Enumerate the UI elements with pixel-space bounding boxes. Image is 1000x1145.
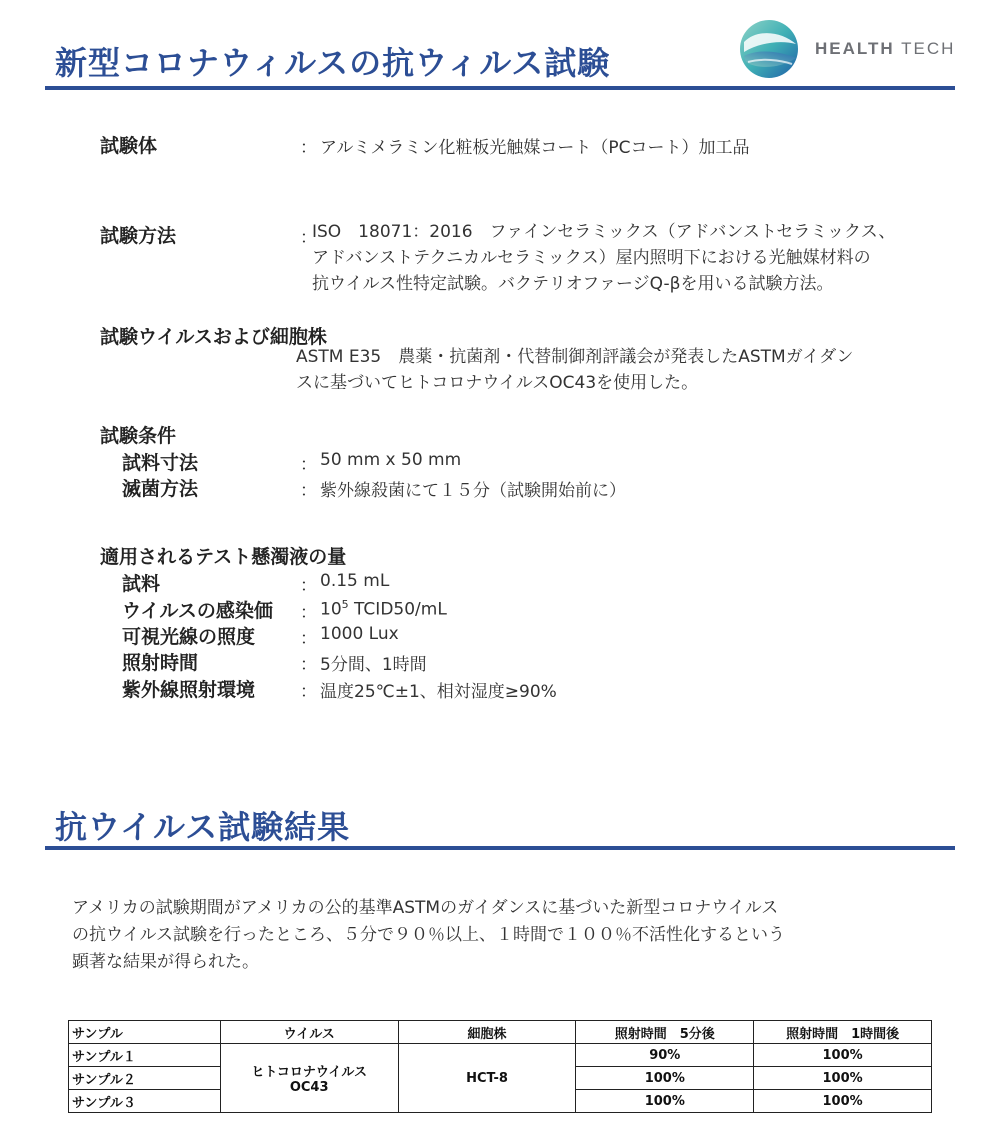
illuminance-label: 可視光線の照度 xyxy=(122,626,256,648)
colon: ： xyxy=(300,576,317,596)
summary-line: の抗ウイルス試験を行ったところ、５分で９０％以上、１時間で１００％不活性化するという xyxy=(72,925,785,945)
results-rule xyxy=(45,846,955,850)
cell-line-cell: HCT-8 xyxy=(398,1044,576,1113)
result-1hour: 100% xyxy=(754,1067,932,1090)
results-title: 抗ウイルス試験結果 xyxy=(55,808,351,846)
result-1hour: 100% xyxy=(754,1044,932,1067)
result-5min: 100% xyxy=(576,1067,754,1090)
health-tech-sphere-logo-icon xyxy=(738,18,800,80)
illuminance-value: 1000 Lux xyxy=(320,624,399,644)
results-table xyxy=(68,1020,932,1113)
infectivity-unit: TCID50/mL xyxy=(348,599,447,620)
logo-brand: HEALTH xyxy=(815,39,895,58)
sterilization-value: 紫外線殺菌にて１５分（試験開始前に） xyxy=(320,481,626,501)
infectivity-base: 10 xyxy=(320,599,342,620)
sample-amount-label: 試料 xyxy=(122,573,161,595)
colon: ： xyxy=(300,138,317,158)
virus-cell xyxy=(220,1044,398,1113)
size-value: 50 mm x 50 mm xyxy=(320,450,462,470)
conditions-label: 試験条件 xyxy=(100,425,177,447)
colon: ： xyxy=(300,455,317,475)
virus-label: 試験ウイルスおよび細胞株 xyxy=(100,326,327,348)
colon: ： xyxy=(300,655,317,675)
virus-name: ヒトコロナウイルス xyxy=(251,1065,368,1080)
uv-environment-value: 温度25℃±1、相対湿度≥90% xyxy=(320,682,557,702)
table-row xyxy=(69,1044,932,1067)
header-sample: サンプル xyxy=(69,1021,221,1044)
table-header-row xyxy=(69,1021,932,1044)
colon: ： xyxy=(300,228,317,248)
sample-cell: サンプル３ xyxy=(69,1090,221,1113)
result-5min: 100% xyxy=(576,1090,754,1113)
uv-environment-label: 紫外線照射環境 xyxy=(122,679,256,701)
summary-line: 顕著な結果が得られた。 xyxy=(72,952,259,972)
summary-line: アメリカの試験期間がアメリカの公的基準ASTMのガイダンスに基づいた新型コロナウイルス xyxy=(72,898,779,918)
colon: ： xyxy=(300,629,317,649)
size-label: 試料寸法 xyxy=(122,452,199,474)
logo-sub: TECH xyxy=(901,39,956,58)
sterilization-label: 滅菌方法 xyxy=(122,478,199,500)
suspension-label: 適用されるテスト懸濁液の量 xyxy=(100,546,347,568)
specimen-label: 試験体 xyxy=(100,135,158,157)
result-5min: 90% xyxy=(576,1044,754,1067)
method-line: 抗ウイルス性特定試験。バクテリオファージQ-βを用いる試験方法。 xyxy=(312,274,834,294)
header-virus: ウイルス xyxy=(220,1021,398,1044)
irradiation-time-label: 照射時間 xyxy=(122,652,199,674)
method-text xyxy=(312,219,962,297)
colon: ： xyxy=(300,603,317,623)
sample-amount-value: 0.15 mL xyxy=(320,571,390,591)
results-summary xyxy=(72,895,952,976)
sample-cell: サンプル２ xyxy=(69,1067,221,1090)
irradiation-time-value: 5分間、1時間 xyxy=(320,655,427,675)
colon: ： xyxy=(300,682,317,702)
header-1hour: 照射時間 1時間後 xyxy=(754,1021,932,1044)
method-label: 試験方法 xyxy=(100,225,177,247)
virus-strain: OC43 xyxy=(289,1080,329,1095)
title-rule xyxy=(45,86,955,90)
virus-text xyxy=(296,344,946,396)
colon: ： xyxy=(300,481,317,501)
infectivity-exponent: 5 xyxy=(341,598,349,611)
infectivity-value xyxy=(320,598,447,620)
infectivity-label: ウイルスの感染価 xyxy=(122,600,273,622)
header-cell-line: 細胞株 xyxy=(398,1021,576,1044)
specimen-value: アルミメラミン化粧板光触媒コート（PCコート）加工品 xyxy=(320,138,750,158)
header-5min: 照射時間 5分後 xyxy=(576,1021,754,1044)
page-title: 新型コロナウィルスの抗ウィルス試験 xyxy=(55,44,611,82)
method-line: アドバンストテクニカルセラミックス）屋内照明下における光触媒材料の xyxy=(312,248,871,268)
result-1hour: 100% xyxy=(754,1090,932,1113)
method-line: ISO 18071：2016 ファインセラミックス（アドバンストセラミックス、 xyxy=(312,222,896,242)
sample-cell: サンプル１ xyxy=(69,1044,221,1067)
logo-wordmark xyxy=(815,39,955,59)
virus-line: スに基づいてヒトコロナウイルスOC43を使用した。 xyxy=(296,373,699,393)
virus-line: ASTM E35 農薬・抗菌剤・代替制御剤評議会が発表したASTMガイダン xyxy=(296,347,854,367)
